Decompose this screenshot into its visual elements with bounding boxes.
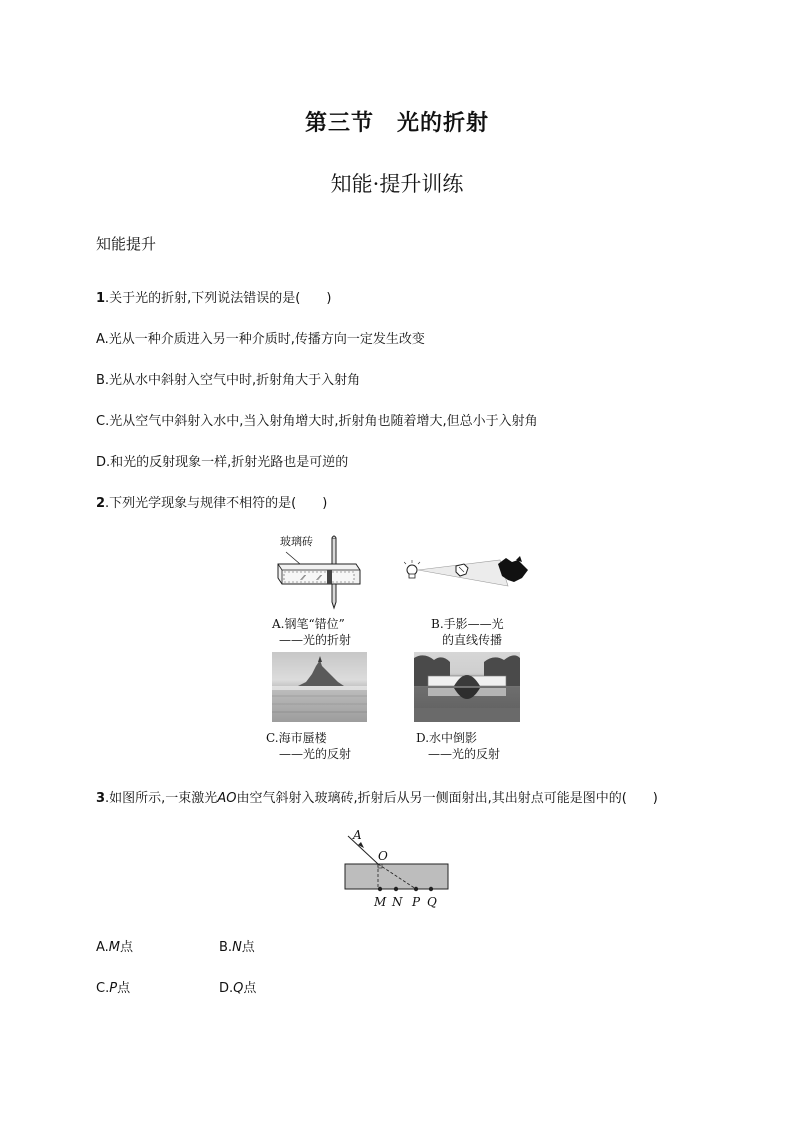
reflection-photo [414,652,520,722]
pen-glass-drawing [272,534,372,610]
question-1-text: .关于光的折射,下列说法错误的是( ) [105,291,332,306]
figure-pen-glass [272,534,372,610]
caption-a-line2: ——光的折射 [279,633,352,647]
option-a-letter: M [108,940,121,955]
svg-text:⁄⁄: ⁄⁄ [302,574,305,582]
option-c-letter: P [109,981,118,996]
label-point-p: P [412,895,421,909]
question-3-text-ray: AO [217,791,237,806]
option-a-suffix: 点 [120,940,134,955]
question-3-option-c [96,977,130,996]
label-point-o: O [378,849,388,863]
question-3-text-pre: .如图所示,一束激光 [105,791,218,806]
option-b-prefix: B. [219,940,233,955]
question-3-text-post: 由空气斜射入玻璃砖,折射后从另一侧面射出,其出射点可能是图中的( ) [236,791,658,806]
caption-b-line2: 的直线传播 [442,633,503,647]
question-1-option-d: D.和光的反射现象一样,折射光路也是可逆的 [96,455,349,470]
question-1-option-c: C.光从空气中斜射入水中,当入射角增大时,折射角也随着增大,但总小于入射角 [96,414,538,429]
figure-hand-shadow [404,556,532,596]
page-subtitle: 知能·提升训练 [330,172,464,196]
question-2-stem [96,492,327,511]
question-1-option-a: A.光从一种介质进入另一种介质时,传播方向一定发生改变 [96,332,425,347]
question-3-stem [96,787,658,806]
caption-d-line1: D.水中倒影 [416,731,478,745]
label-point-n: N [392,895,403,909]
question-2-text: .下列光学现象与规律不相符的是( ) [105,496,328,511]
label-point-m: M [374,895,387,909]
question-3-option-a [96,936,133,955]
caption-d-line2: ——光的反射 [428,747,501,761]
option-d-letter: Q [233,981,244,996]
caption-b-line1: B.手影——光 [431,617,504,631]
option-d-suffix: 点 [243,981,257,996]
hand-shadow-drawing [404,556,532,596]
section-heading: 知能提升 [96,235,157,253]
question-2-number: 2 [96,496,106,511]
question-1-option-b: B.光从水中斜射入空气中时,折射角大于入射角 [96,373,361,388]
option-c-suffix: 点 [117,981,131,996]
question-1-stem [96,287,331,306]
question-3-number: 3 [96,791,106,806]
option-b-letter: N [232,940,242,955]
page-title: 第三节 光的折射 [304,111,489,136]
caption-a-line1: A.钢笔“错位” [272,617,345,631]
option-c-prefix: C. [96,981,110,996]
option-d-prefix: D. [219,981,234,996]
question-3-option-b [219,936,255,955]
question-3-option-d [219,977,256,996]
reflection-drawing [414,652,520,722]
glass-brick-label: 玻璃砖 [280,535,313,548]
label-point-a: A [353,828,362,842]
figure-laser-glass [336,826,460,912]
mirage-photo [272,652,367,722]
mirage-drawing [272,652,367,722]
label-point-q: Q [427,895,437,909]
option-b-suffix: 点 [241,940,255,955]
caption-c-line2: ——光的反射 [279,747,352,761]
svg-text:⁄⁄: ⁄⁄ [318,574,321,582]
option-a-prefix: A. [96,940,109,955]
caption-c-line1: C.海市蜃楼 [266,731,327,745]
question-1-number: 1 [96,291,106,306]
